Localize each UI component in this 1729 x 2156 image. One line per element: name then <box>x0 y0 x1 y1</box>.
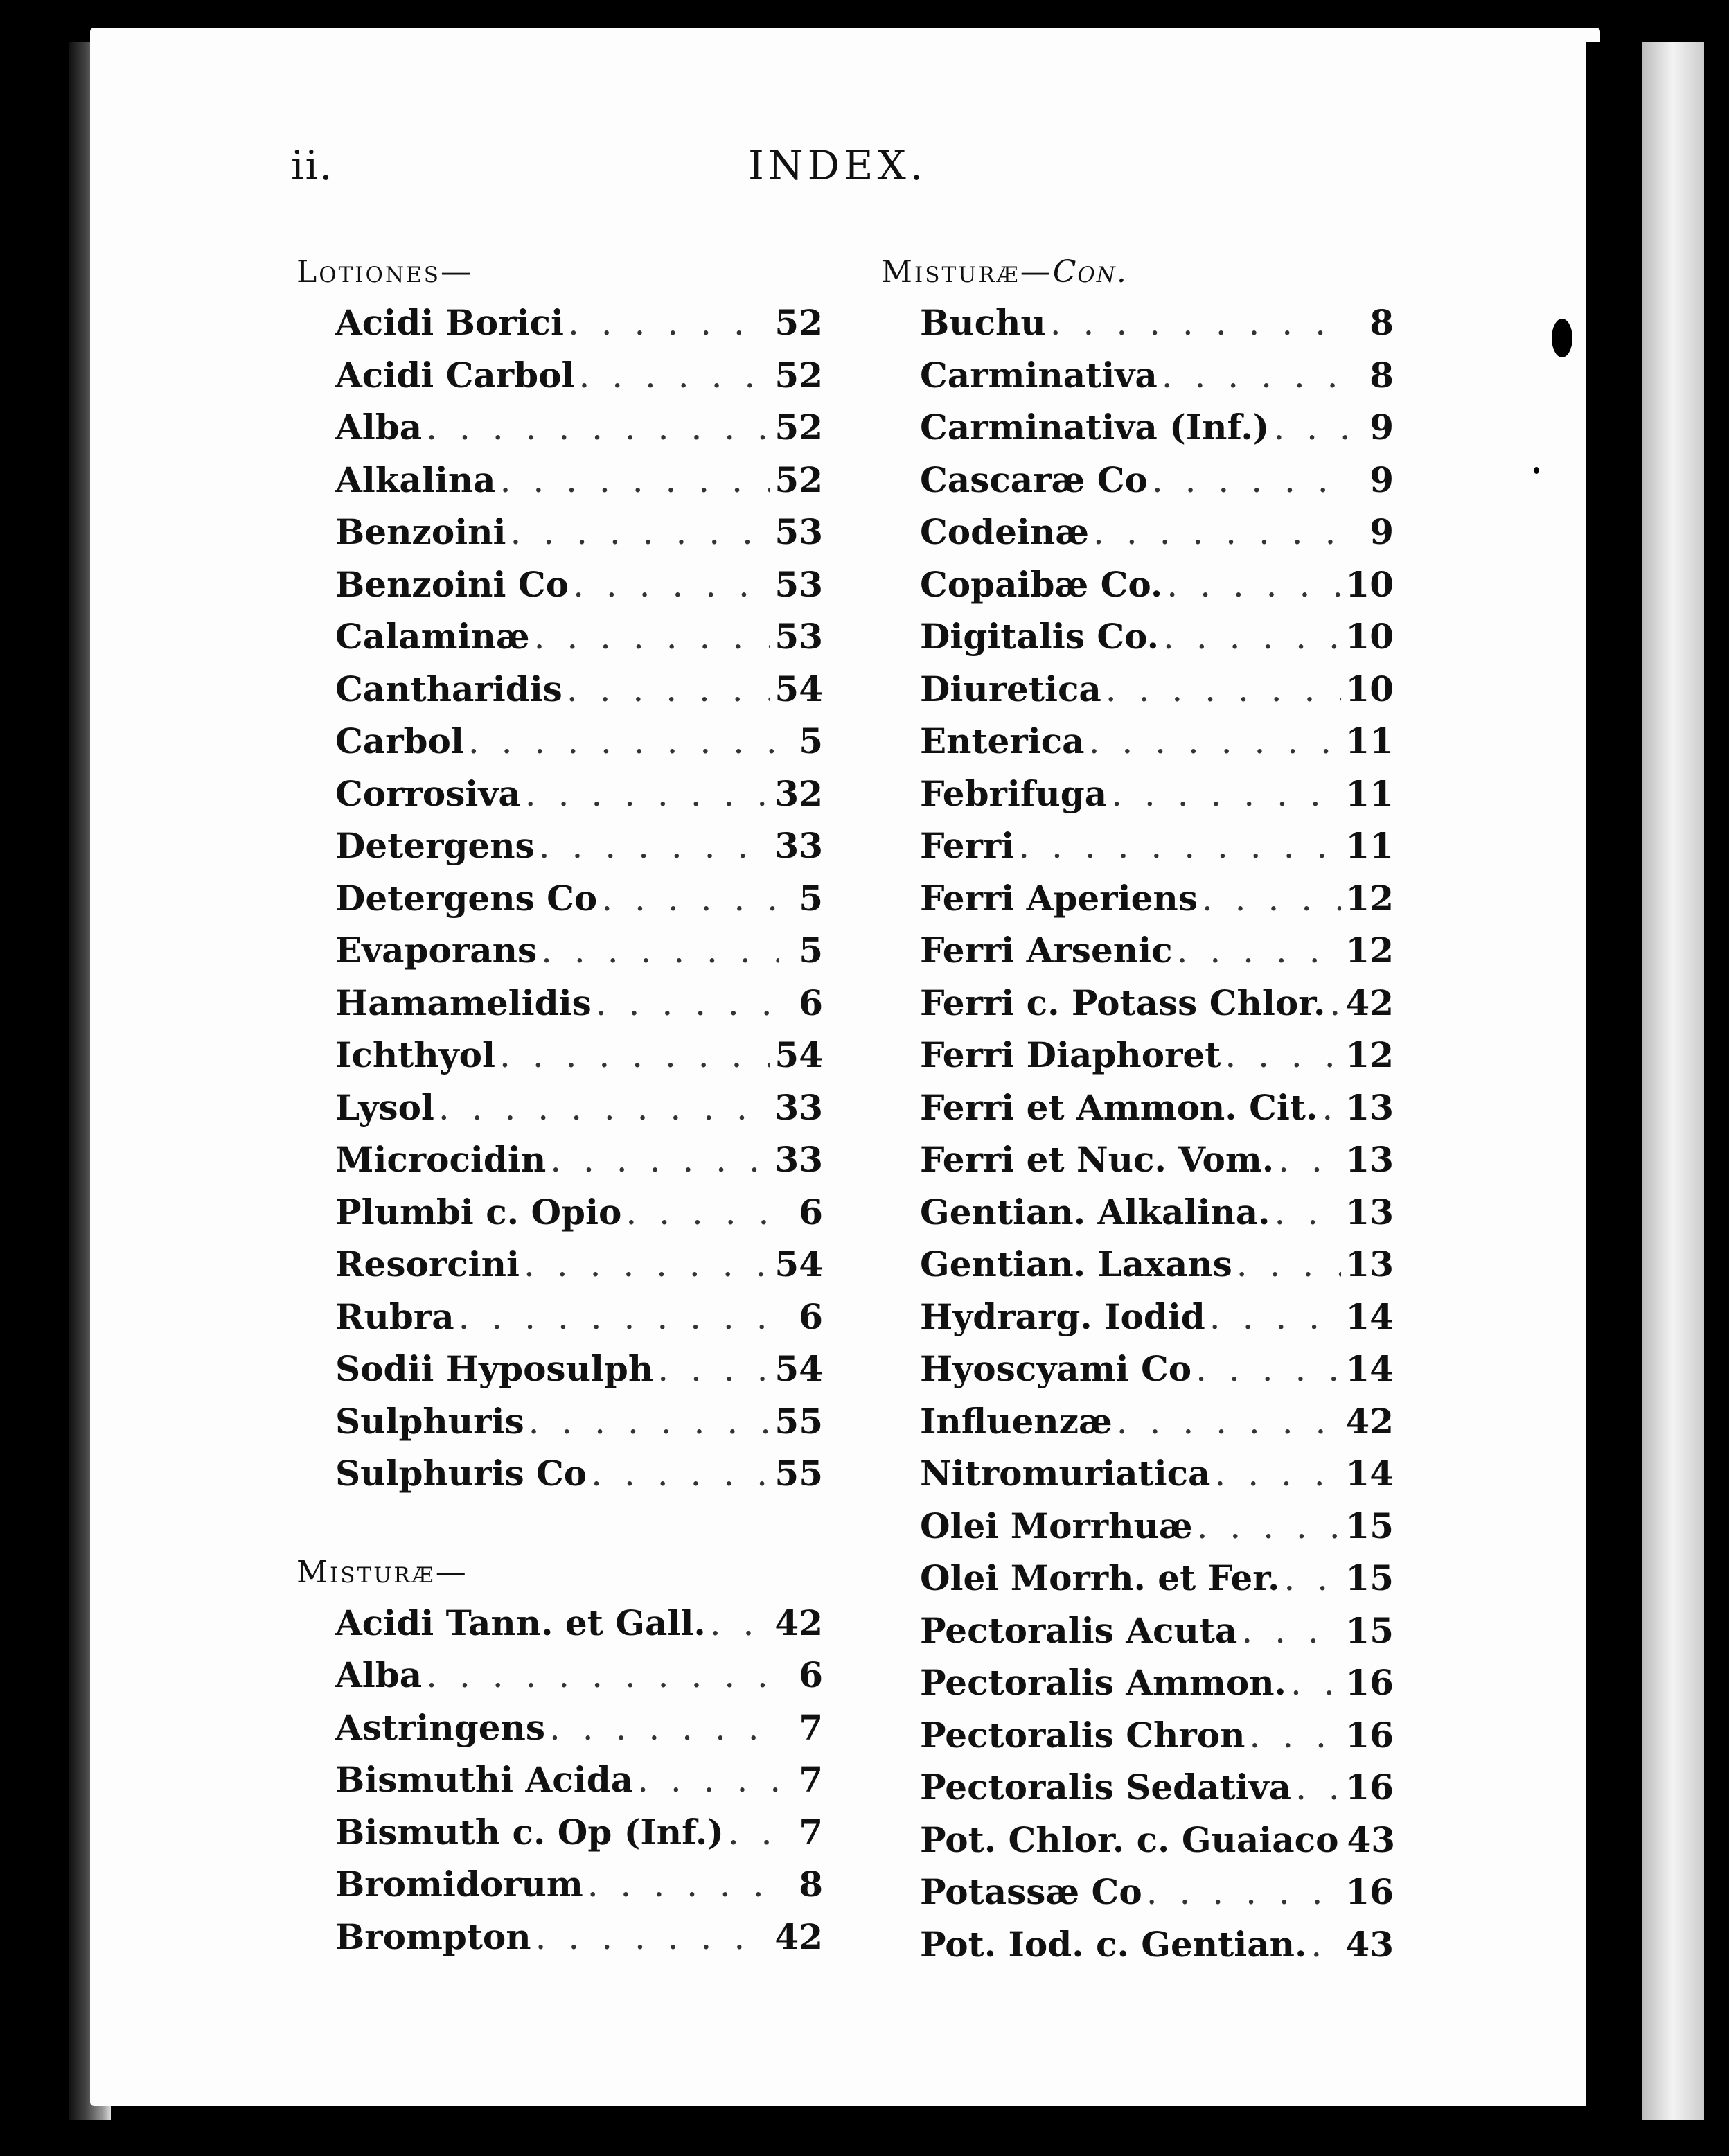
dot-leader <box>525 768 771 821</box>
entry-name: Pectoralis Ammon. <box>920 1662 1286 1703</box>
entry-name: Ferri <box>920 825 1015 866</box>
entry-page-number: 14 <box>1345 1296 1394 1337</box>
index-entry <box>296 558 823 611</box>
index-entry <box>296 1029 823 1081</box>
section-heading-label: Misturæ— <box>881 254 1053 290</box>
dot-leader <box>1249 1710 1341 1762</box>
index-entry <box>296 715 823 768</box>
dot-leader <box>539 820 771 873</box>
index-entry <box>296 663 823 716</box>
entry-page-number: 6 <box>799 982 823 1023</box>
entry-page-number: 13 <box>1345 1191 1394 1232</box>
entry-page-number: 55 <box>774 1400 823 1442</box>
entry-page-number: 13 <box>1345 1086 1394 1128</box>
dot-leader <box>535 1911 771 1964</box>
index-entry <box>881 1605 1394 1657</box>
index-entry <box>881 820 1394 872</box>
entry-name: Ferri Diaphoret <box>920 1034 1221 1075</box>
entry-name: Bismuthi Acida <box>335 1759 634 1800</box>
entry-name: Ferri Arsenic <box>920 930 1173 971</box>
entry-name: Hamamelidis <box>335 982 592 1023</box>
entry-page-number: 53 <box>774 563 823 605</box>
entry-page-number: 43 <box>1347 1819 1396 1860</box>
entry-name: Olei Morrhuæ <box>920 1505 1193 1546</box>
index-entry <box>296 872 823 925</box>
page-number: ii. <box>291 142 334 189</box>
entry-page-number: 8 <box>1369 302 1394 343</box>
misturae-entry-list <box>296 1597 823 1963</box>
entry-name: Ferri et Ammon. Cit. <box>920 1086 1318 1128</box>
entry-name: Bismuth c. Op (Inf.) <box>335 1811 724 1853</box>
section-heading-misturae-continued <box>881 248 1394 297</box>
entry-name: Plumbi c. Opio <box>335 1191 622 1232</box>
index-entry <box>296 1238 823 1291</box>
continued-label: Con. <box>1052 254 1128 290</box>
dot-leader <box>1295 1762 1341 1814</box>
entry-name: Pot. Iod. c. Gentian. <box>920 1923 1307 1965</box>
index-entry <box>296 297 823 349</box>
entry-name: Febrifuga <box>920 772 1108 814</box>
dot-leader <box>534 611 771 664</box>
entry-name: Alba <box>335 1654 423 1695</box>
entry-page-number: 14 <box>1345 1453 1394 1494</box>
dot-leader <box>1196 1343 1341 1396</box>
entry-page-number: 33 <box>774 1139 823 1180</box>
dot-leader <box>587 1859 779 1911</box>
section-heading-misturae: Misturæ— <box>296 1554 468 1590</box>
entry-name: Acidi Borici <box>335 302 564 343</box>
dot-leader <box>1329 978 1341 1030</box>
index-entry <box>296 1081 823 1134</box>
index-entry <box>881 401 1394 454</box>
index-entry <box>296 1343 823 1395</box>
entry-name: Brompton <box>335 1916 531 1957</box>
index-entry <box>881 1814 1394 1866</box>
index-entry <box>881 1186 1394 1239</box>
entry-name: Detergens Co <box>335 877 598 919</box>
entry-name: Ichthyol <box>335 1034 496 1075</box>
entry-name: Enterica <box>920 721 1085 761</box>
dot-leader <box>573 559 770 612</box>
entry-page-number: 15 <box>1345 1609 1394 1651</box>
dot-leader <box>1117 1396 1342 1449</box>
section-heading-lotiones: Lotiones— <box>296 254 473 290</box>
entry-name: Bromidorum <box>335 1864 583 1905</box>
dot-leader <box>1152 454 1349 507</box>
entry-name: Olei Morrh. et Fer. <box>920 1557 1280 1598</box>
entry-page-number: 12 <box>1345 877 1394 919</box>
entry-page-number: 52 <box>774 407 823 448</box>
entry-page-number: 7 <box>799 1759 823 1800</box>
entry-page-number: 42 <box>774 1602 823 1643</box>
entry-name: Lysol <box>335 1086 434 1128</box>
index-column-right <box>881 248 1394 1970</box>
index-entry <box>296 768 823 820</box>
entry-name: Pectoralis Acuta <box>920 1609 1238 1651</box>
dot-leader <box>1093 506 1349 559</box>
index-entry <box>881 1133 1394 1186</box>
entry-page-number: 11 <box>1345 721 1394 761</box>
ink-speck <box>1222 2109 1229 2117</box>
entry-page-number: 43 <box>1345 1923 1394 1965</box>
index-entry <box>881 924 1394 977</box>
entry-page-number: 10 <box>1345 668 1394 709</box>
dot-leader <box>1278 1134 1341 1187</box>
index-entry <box>296 1753 823 1806</box>
dot-leader <box>1111 768 1341 821</box>
page-gutter-shadow <box>1586 42 1642 2120</box>
index-entry <box>296 1911 823 1963</box>
dot-leader <box>1214 1448 1341 1501</box>
entry-page-number: 11 <box>1345 772 1394 814</box>
index-entry <box>881 454 1394 506</box>
entry-name: Codeinæ <box>920 511 1090 552</box>
dot-leader <box>1241 1605 1341 1658</box>
ink-speck <box>1534 467 1539 474</box>
entry-page-number: 33 <box>774 1086 823 1128</box>
entry-page-number: 15 <box>1345 1505 1394 1546</box>
dot-leader <box>626 1187 779 1239</box>
index-entry <box>881 1081 1394 1134</box>
entry-name: Detergens <box>335 825 535 866</box>
entry-page-number: 6 <box>799 1191 823 1232</box>
entry-name: Ferri et Nuc. Vom. <box>920 1139 1275 1180</box>
ink-speck <box>1552 319 1572 357</box>
dot-leader <box>524 1239 770 1291</box>
entry-name: Hydrarg. Iodid <box>920 1296 1205 1337</box>
entry-name: Benzoini <box>335 511 506 552</box>
index-entry <box>881 663 1394 716</box>
entry-name: Gentian. Alkalina. <box>920 1191 1270 1232</box>
entry-name: Potassæ Co <box>920 1871 1142 1912</box>
entry-page-number: 16 <box>1345 1767 1394 1808</box>
index-entry <box>296 1649 823 1702</box>
dot-leader <box>1018 820 1341 873</box>
entry-page-number: 7 <box>799 1706 823 1748</box>
entry-page-number: 16 <box>1345 1871 1394 1912</box>
entry-page-number: 32 <box>774 772 823 814</box>
entry-page-number: 11 <box>1345 825 1394 866</box>
entry-page-number: 42 <box>1345 1400 1394 1442</box>
index-entry <box>881 1761 1394 1814</box>
entry-name: Copaibæ Co. <box>920 563 1163 605</box>
index-column-left <box>296 248 823 1963</box>
entry-name: Pectoralis Chron <box>920 1714 1245 1756</box>
index-entry <box>881 558 1394 611</box>
facing-page-edge <box>1642 42 1704 2120</box>
entry-page-number: 54 <box>774 1244 823 1284</box>
dot-leader <box>1146 1866 1342 1919</box>
index-entry <box>296 506 823 558</box>
page-header <box>291 142 1372 204</box>
dot-leader <box>596 978 779 1030</box>
entry-name: Carminativa (Inf.) <box>920 407 1270 448</box>
dot-leader <box>1089 716 1342 768</box>
entry-name: Gentian. Laxans <box>920 1244 1232 1284</box>
index-entry <box>296 1133 823 1186</box>
entry-name: Pot. Chlor. c. Guaiaco <box>920 1819 1339 1860</box>
entry-page-number: 9 <box>1369 407 1394 448</box>
entry-name: Ferri Aperiens <box>920 877 1198 919</box>
index-entry <box>881 1238 1394 1291</box>
index-entry <box>881 1709 1394 1762</box>
index-entry <box>296 1447 823 1500</box>
dot-leader <box>1273 402 1349 454</box>
entry-name: Rubra <box>335 1296 454 1337</box>
index-entry <box>296 1806 823 1859</box>
dot-leader <box>468 716 779 768</box>
index-entry <box>881 715 1394 768</box>
index-entry <box>296 820 823 872</box>
entry-page-number: 14 <box>1345 1348 1394 1389</box>
entry-page-number: 54 <box>774 1348 823 1389</box>
entry-name: Astringens <box>335 1706 546 1748</box>
dot-leader <box>550 1134 770 1187</box>
entry-page-number: 9 <box>1369 511 1394 552</box>
entry-page-number: 16 <box>1345 1714 1394 1756</box>
entry-page-number: 55 <box>774 1453 823 1494</box>
index-entry <box>296 1186 823 1239</box>
dot-leader <box>511 506 771 559</box>
entry-name: Microcidin <box>335 1139 547 1180</box>
entry-page-number: 12 <box>1345 1034 1394 1075</box>
entry-name: Sulphuris Co <box>335 1453 587 1494</box>
index-entry <box>296 610 823 663</box>
index-entry <box>881 1918 1394 1971</box>
entry-page-number: 5 <box>799 721 823 761</box>
entry-page-number: 53 <box>774 616 823 657</box>
dot-leader <box>1284 1553 1341 1605</box>
dot-leader <box>1225 1030 1341 1082</box>
entry-name: Sulphuris <box>335 1400 524 1442</box>
entry-page-number: 52 <box>774 302 823 343</box>
dot-leader <box>637 1754 779 1807</box>
scan-border <box>1704 28 1729 2156</box>
index-entry <box>881 1500 1394 1553</box>
index-entry <box>881 1343 1394 1395</box>
index-entry <box>881 1866 1394 1918</box>
dot-leader <box>529 1396 771 1449</box>
index-entry <box>296 1702 823 1754</box>
dot-leader <box>1197 1501 1342 1553</box>
dot-leader <box>1167 559 1341 612</box>
entry-name: Benzoini Co <box>335 563 569 605</box>
dot-leader <box>1236 1239 1342 1291</box>
entry-name: Evaporans <box>335 930 538 971</box>
entry-name: Influenzæ <box>920 1400 1112 1442</box>
index-entry <box>296 454 823 506</box>
entry-page-number: 12 <box>1345 930 1394 971</box>
entry-page-number: 9 <box>1369 459 1394 500</box>
entry-name: Digitalis Co. <box>920 616 1160 657</box>
dot-leader <box>459 1291 779 1344</box>
entry-name: Sodii Hyposulph <box>335 1348 654 1389</box>
dot-leader <box>426 1650 779 1702</box>
index-entry <box>881 768 1394 820</box>
dot-leader <box>1275 1187 1342 1239</box>
index-entry <box>296 401 823 454</box>
lotiones-entry-list <box>296 297 823 1500</box>
entry-name: Acidi Tann. et Gall. <box>335 1602 706 1643</box>
dot-leader <box>591 1448 770 1501</box>
entry-page-number: 52 <box>774 354 823 396</box>
index-entry <box>881 1447 1394 1500</box>
index-entry <box>881 1291 1394 1343</box>
entry-page-number: 13 <box>1345 1244 1394 1284</box>
entry-page-number: 33 <box>774 825 823 866</box>
entry-name: Ferri c. Potass Chlor. <box>920 982 1326 1023</box>
index-entry <box>296 349 823 402</box>
index-entry <box>881 349 1394 402</box>
entry-name: Pectoralis Sedativa <box>920 1767 1292 1808</box>
entry-page-number: 16 <box>1345 1662 1394 1703</box>
entry-page-number: 8 <box>799 1864 823 1905</box>
dot-leader <box>1106 664 1342 716</box>
dot-leader <box>657 1343 770 1396</box>
entry-name: Resorcini <box>335 1244 520 1284</box>
index-entry <box>881 506 1394 558</box>
index-entry <box>296 977 823 1030</box>
dot-leader <box>568 297 770 350</box>
entry-page-number: 42 <box>774 1916 823 1957</box>
entry-page-number: 10 <box>1345 616 1394 657</box>
section-gap <box>296 1500 823 1548</box>
entry-name: Corrosiva <box>335 772 521 814</box>
entry-name: Nitromuriatica <box>920 1453 1211 1494</box>
entry-name: Carminativa <box>920 354 1158 396</box>
dot-leader <box>1050 297 1349 350</box>
dot-leader <box>1163 611 1341 664</box>
entry-name: Carbol <box>335 721 464 761</box>
dot-leader <box>1202 873 1342 926</box>
misturae-continued-entry-list <box>881 297 1394 1970</box>
dot-leader <box>549 1702 779 1755</box>
entry-name: Alba <box>335 407 423 448</box>
index-entry <box>296 1858 823 1911</box>
entry-page-number: 6 <box>799 1296 823 1337</box>
entry-page-number: 54 <box>774 668 823 709</box>
entry-name: Calaminæ <box>335 616 530 657</box>
dot-leader <box>438 1082 770 1135</box>
page-title: INDEX. <box>748 142 928 189</box>
entry-name: Acidi Carbol <box>335 354 575 396</box>
index-entry <box>881 872 1394 925</box>
entry-name: Buchu <box>920 302 1046 343</box>
dot-leader <box>541 925 779 978</box>
dot-leader <box>1311 1919 1341 1972</box>
entry-page-number: 15 <box>1345 1557 1394 1598</box>
index-entry <box>881 1552 1394 1605</box>
entry-page-number: 7 <box>799 1811 823 1853</box>
dot-leader <box>601 873 779 926</box>
dot-leader <box>500 454 771 507</box>
dot-leader <box>1177 925 1342 978</box>
entry-name: Hyoscyami Co <box>920 1348 1192 1389</box>
dot-leader <box>1209 1291 1342 1344</box>
entry-page-number: 42 <box>1345 982 1394 1023</box>
dot-leader <box>578 350 770 403</box>
index-entry <box>881 297 1394 349</box>
entry-name: Alkalina <box>335 459 496 500</box>
index-entry <box>296 1597 823 1650</box>
index-entry <box>296 924 823 977</box>
entry-page-number: 5 <box>799 930 823 971</box>
entry-page-number: 52 <box>774 459 823 500</box>
index-entry <box>881 977 1394 1030</box>
entry-page-number: 5 <box>799 877 823 919</box>
dot-leader <box>1162 350 1349 403</box>
dot-leader <box>426 402 770 454</box>
entry-page-number: 54 <box>774 1034 823 1075</box>
index-entry <box>881 1029 1394 1081</box>
index-entry <box>881 610 1394 663</box>
entry-page-number: 13 <box>1345 1139 1394 1180</box>
dot-leader <box>567 664 771 716</box>
dot-leader <box>728 1807 779 1859</box>
dot-leader <box>499 1030 770 1082</box>
entry-name: Diuretica <box>920 668 1101 709</box>
index-entry <box>881 1395 1394 1448</box>
index-entry <box>881 1656 1394 1709</box>
entry-page-number: 6 <box>799 1654 823 1695</box>
index-entry <box>296 1395 823 1448</box>
index-entry <box>296 1291 823 1343</box>
dot-leader <box>710 1598 771 1650</box>
entry-page-number: 8 <box>1369 354 1394 396</box>
dot-leader <box>1291 1657 1341 1710</box>
entry-page-number: 53 <box>774 511 823 552</box>
entry-name: Cascaræ Co <box>920 459 1148 500</box>
entry-page-number: 10 <box>1345 563 1394 605</box>
dot-leader <box>1322 1082 1341 1135</box>
entry-name: Cantharidis <box>335 668 562 709</box>
